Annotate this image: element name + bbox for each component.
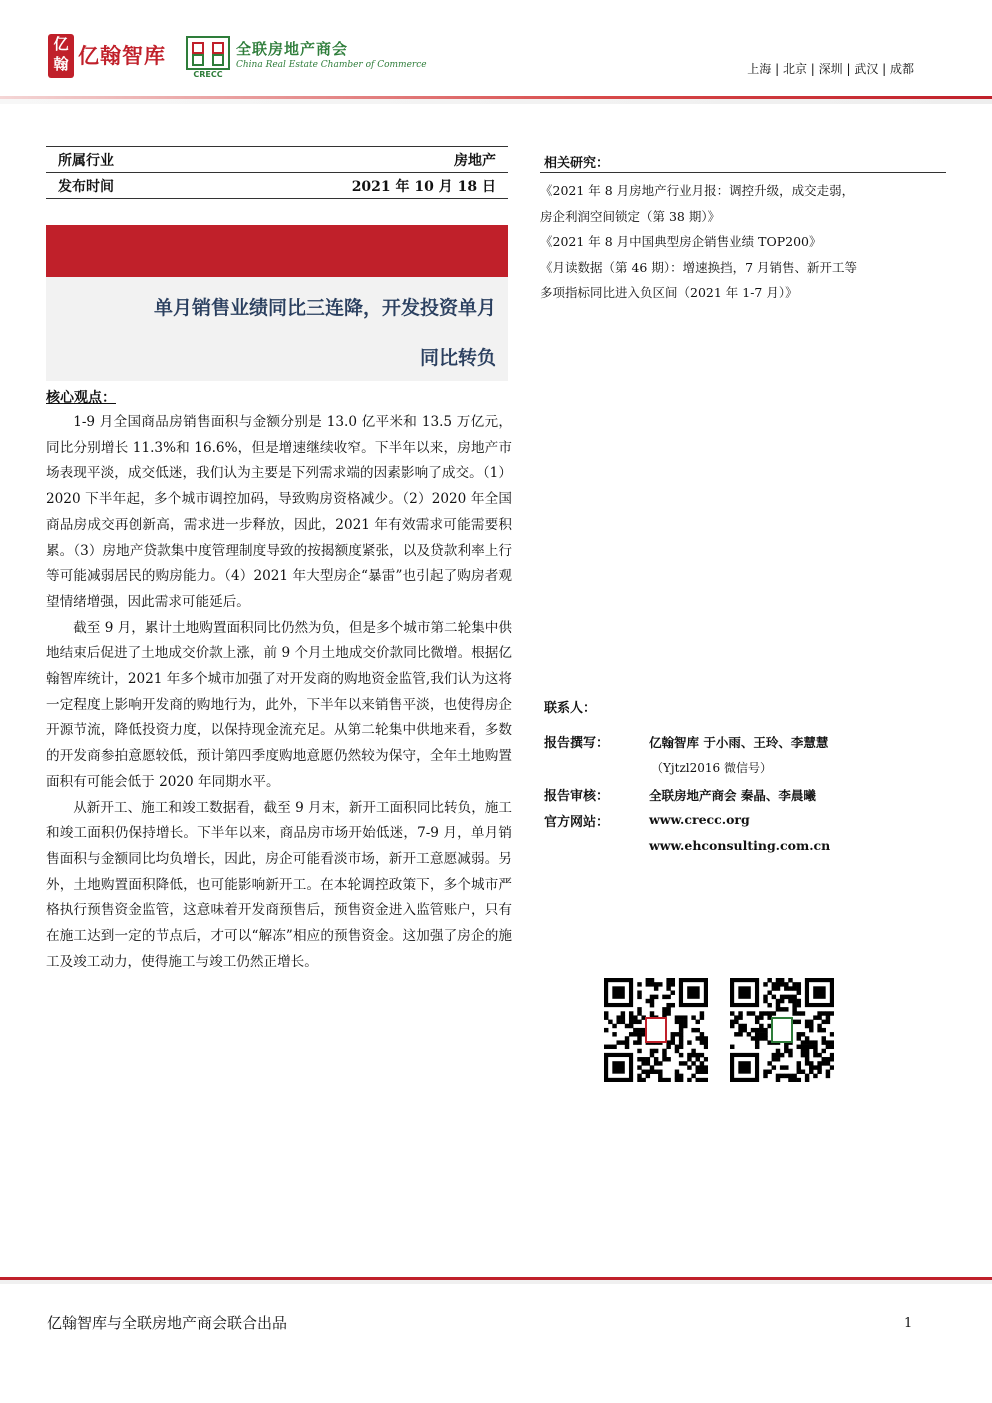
reviewer-label: 报告审核： [544, 789, 610, 804]
related-research-link[interactable]: 《2021 年 8 月房地产行业月报：调控升级，成交走弱，房企利润空间锁定（第 38 期）》 [540, 183, 855, 224]
core-paragraph: 1-9 月全国商品房销售面积与金额分别是 13.0 亿平米和 13.5 万亿元，同比分别增长 11.3%和 16.6%，但是增速继续收窄。下半年以来，房地产市场表现平淡，成交低迷，我们认为主要是下列需求端的因素影响了成交。（1）2020 下半年起，多个城市调控加码，导致购房资格减少。（2）2020 年全国商品房成交再创新高，需求进一步释放，因此，2021 年有效需求可能需要积累。（3）房地产贷款集中度管理制度导致的按揭额度紧张，以及贷款利率上行等可能减弱居民的购房能力。（4）2021 年大型房企“暴雷”也引起了购房者观望情绪增强，因此需求可能延后。 [46, 414, 512, 610]
footer-divider-shadow [0, 1280, 992, 1284]
related-research-link[interactable]: 《月读数据（第 46 期）：增速换挡，7 月销售、新开工等多项指标同比进入负区间（2021 年 1-7 月）》 [540, 259, 858, 300]
author-value: 亿翰智库 于小雨、王玲、李慧慧 [649, 735, 829, 750]
date-value: 2021 年 10 月 18 日 [351, 179, 496, 195]
core-paragraph: 截至 9 月，累计土地购置面积同比仍然为负，但是多个城市第二轮集中供地结束后促进了土地成交价款上涨，前 9 个月土地成交价款同比微增。根据亿翰智库统计，2021 年多个城市加强了对开发商的购地资金监管,我们认为这将一定程度上影响开发商的购地行为，此外，下半年以来销售平淡，也使得房企开源节流，降低投资力度，以保持现金流充足。从第二轮集中供地来看，多数的开发商参拍意愿较低，预计第四季度购地意愿仍然较为保守，全年土地购置面积有可能会低于 2020 年同期水平。 [46, 619, 512, 790]
header-divider-shadow [0, 99, 992, 104]
meta-date-row [46, 172, 508, 198]
title-red-band [46, 225, 508, 277]
ehconsulting-logo-mark: 亿翰 [48, 34, 74, 78]
core-paragraph: 从新开工、施工和竣工数据看，截至 9 月末，新开工面积同比转负，施工和竣工面积仍保持增长。下半年以来，商品房市场开始低迷，7-9 月，单月销售面积与金额同比均负增长，因此，房企可能看淡市场，新开工意愿减弱。另外，土地购置面积降低，也可能影响新开工。在本轮调控政策下，多个城市严格执行预售资金监管，这意味着开发商预售后，预售资金进入监管账户，只有在施工达到一定的节点后，才可以“解冻”相应的预售资金。这加强了房企的施工及竣工动力，使得施工与竣工仍然正增长。 [46, 799, 512, 970]
report-title-box [46, 277, 508, 381]
meta-industry-row [46, 146, 508, 172]
report-title-line2: 同比转负 [419, 347, 496, 369]
related-research-list [540, 178, 860, 306]
crecc-logo-abbr: CRECC [193, 70, 223, 79]
core-view-heading: 核心观点： [46, 390, 116, 406]
crecc-name-cn: 全联房地产商会 [236, 40, 349, 58]
website-ehconsulting-link[interactable]: www.ehconsulting.com.cn [649, 838, 831, 853]
footer-publisher: 亿翰智库与全联房地产商会联合出品 [47, 1314, 288, 1332]
author-label: 报告撰写： [544, 736, 610, 751]
related-research-link[interactable]: 《2021 年 8 月中国典型房企销售业绩 TOP200》 [540, 234, 822, 249]
crecc-name-en: China Real Estate Chamber of Commerce [236, 60, 427, 70]
date-label: 发布时间 [58, 179, 114, 195]
qr-code-ehconsulting [604, 978, 708, 1082]
author-wechat: （Yjtzl2016 微信号） [651, 761, 772, 775]
page-number: 1 [904, 1316, 913, 1331]
ehconsulting-logo-text: 亿翰智库 [78, 44, 166, 68]
qr-code-crecc [730, 978, 834, 1082]
meta-rule-bottom [46, 198, 508, 199]
reviewer-value: 全联房地产商会 秦晶、李晨曦 [649, 788, 816, 803]
website-label: 官方网站： [544, 815, 610, 830]
related-research-heading: 相关研究： [544, 156, 610, 171]
contact-heading: 联系人： [544, 701, 597, 716]
office-cities: 上海 | 北京 | 深圳 | 武汉 | 成都 [747, 62, 914, 76]
report-title-line1: 单月销售业绩同比三连降，开发投资单月 [153, 297, 496, 319]
related-research-rule [540, 172, 946, 173]
website-crecc-link[interactable]: www.crecc.org [649, 812, 750, 827]
core-view-body [46, 410, 512, 975]
industry-label: 所属行业 [58, 153, 114, 169]
crecc-logo-icon [186, 36, 230, 70]
industry-value: 房地产 [454, 153, 496, 169]
